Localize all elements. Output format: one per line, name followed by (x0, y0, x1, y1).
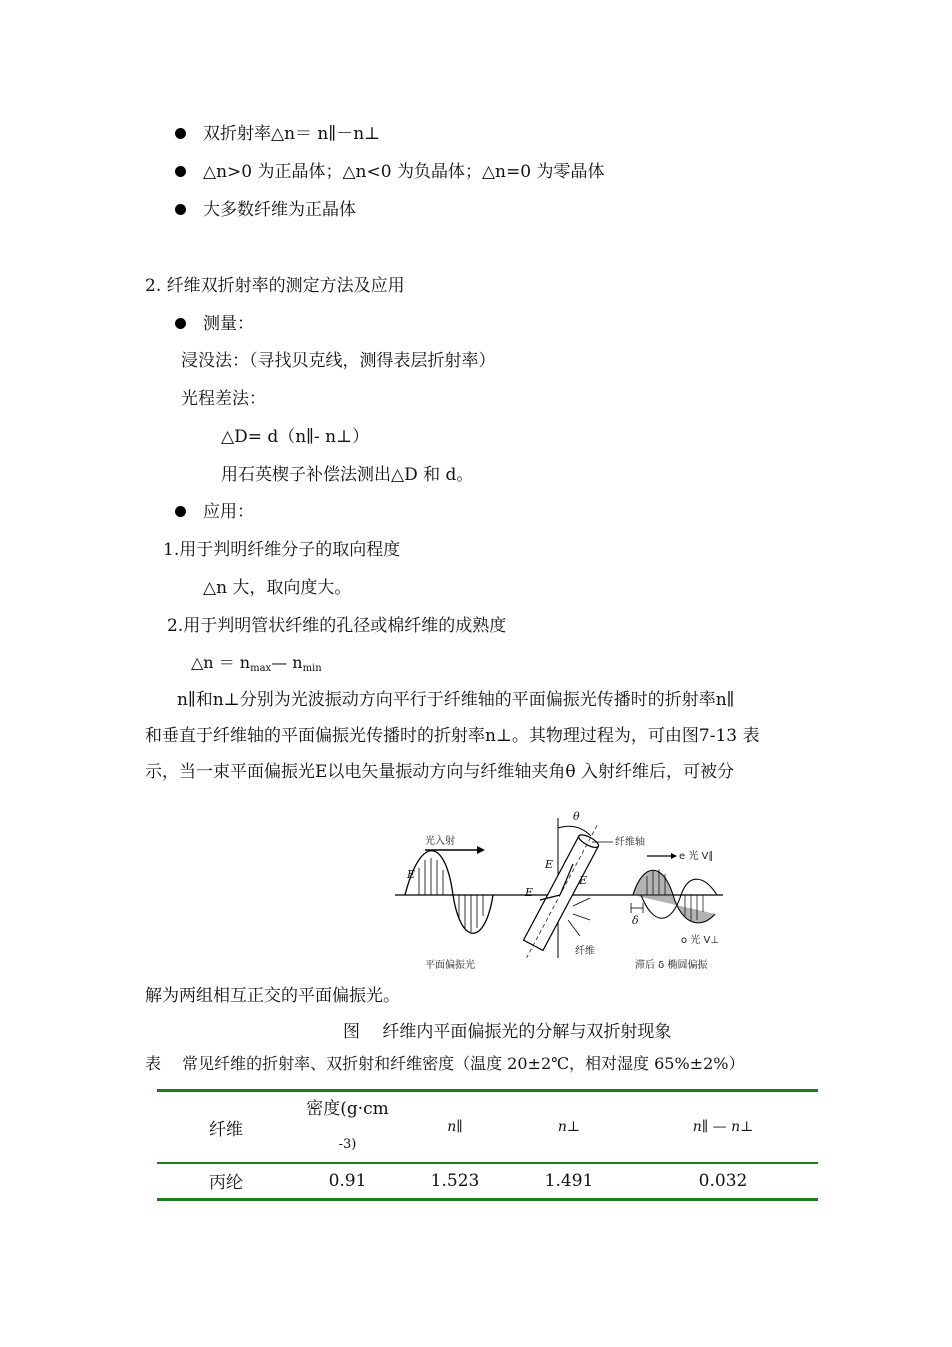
optical-path-method: 光程差法： (181, 389, 266, 409)
label-ellipse: 滞后 δ 椭圆偏振 (635, 960, 708, 971)
header-density: 密度(g·cm -3) (306, 1099, 389, 1152)
label-fiber: 纤维 (575, 946, 595, 957)
header-n-perp: n⊥ (557, 1119, 581, 1135)
cell-density: 0.91 (328, 1170, 367, 1191)
label-theta: θ (573, 810, 580, 823)
label-plane-pol: 平面偏振光 (425, 960, 475, 971)
table-header-row (157, 1091, 818, 1164)
birefringence-figure (385, 806, 735, 974)
use-1-note: △n 大，取向度大。 (203, 578, 352, 598)
bullet-birefringence: 双折射率△n＝ n∥－n⊥ (203, 124, 381, 144)
cell-n-diff: 0.032 (698, 1170, 748, 1191)
label-E-par: E (579, 874, 588, 887)
bullet-dot-apply (175, 506, 186, 517)
paragraph-line-1: n∥和n⊥分别为光波振动方向平行于纤维轴的平面偏振光传播时的折射率n∥ (177, 690, 735, 710)
delta-n-formula: △n ＝ $n_{max}—$ $n_{min}$ (191, 653, 322, 674)
label-e-light: e 光 V∥ (679, 851, 714, 862)
figure-caption: 图 纤维内平面偏振光的分解与双折射现象 (343, 1022, 672, 1042)
cell-n-perp: 1.491 (544, 1170, 594, 1191)
apply-label: 应用： (203, 502, 254, 522)
fiber-properties-table (157, 1089, 818, 1201)
label-E-perp: E (525, 886, 534, 899)
bullet-crystal-types: △n>0 为正晶体；△n<0 为负晶体；△n=0 为零晶体 (203, 162, 605, 182)
cell-n-par: 1.523 (430, 1170, 480, 1191)
formula-delta-d: △D= d（n∥- n⊥） (221, 427, 370, 447)
immersion-method: 浸没法：（寻找贝克线，测得表层折射率） (181, 351, 496, 371)
bullet-dot-measure (175, 318, 186, 329)
header-n-par: n∥ (447, 1119, 463, 1135)
label-fiber-axis: 纤维轴 (615, 837, 645, 848)
header-fiber: 纤维 (209, 1119, 243, 1140)
bullet-most-fibers: 大多数纤维为正晶体 (203, 200, 356, 220)
quartz-wedge-note: 用石英楔子补偿法测出△D 和 d。 (221, 465, 474, 485)
measure-label: 测量： (203, 314, 254, 334)
label-delta: δ (632, 914, 639, 927)
label-light-in: 光入射 (425, 836, 455, 847)
label-E-wave: E (407, 868, 416, 881)
use-1: 1.用于判明纤维分子的取向程度 (163, 540, 401, 560)
bullet-dot-3 (175, 204, 186, 215)
bullet-dot-1 (175, 128, 186, 139)
bullet-dot-2 (175, 166, 186, 177)
table-caption: 表 常见纤维的折射率、双折射和纤维密度（温度 20±2℃，相对湿度 65%±2%） (145, 1054, 745, 1073)
label-E-fiber: E (545, 858, 554, 871)
header-n-diff: n∥ — n⊥ (692, 1119, 754, 1135)
paragraph-line-2: 和垂直于纤维轴的平面偏振光传播时的折射率n⊥。其物理过程为，可由图7-13 表 (145, 726, 760, 746)
use-2: 2.用于判明管状纤维的孔径或棉纤维的成熟度 (167, 616, 507, 636)
paragraph-line-4: 解为两组相互正交的平面偏振光。 (145, 986, 400, 1006)
paragraph-line-3: 示，当一束平面偏振光E以电矢量振动方向与纤维轴夹角θ 入射纤维后，可被分 (145, 762, 735, 782)
section-heading: 2. 纤维双折射率的测定方法及应用 (145, 276, 405, 296)
table-row (157, 1163, 818, 1199)
cell-fiber: 丙纶 (209, 1173, 243, 1194)
label-o-light: o 光 V⊥ (681, 935, 720, 946)
